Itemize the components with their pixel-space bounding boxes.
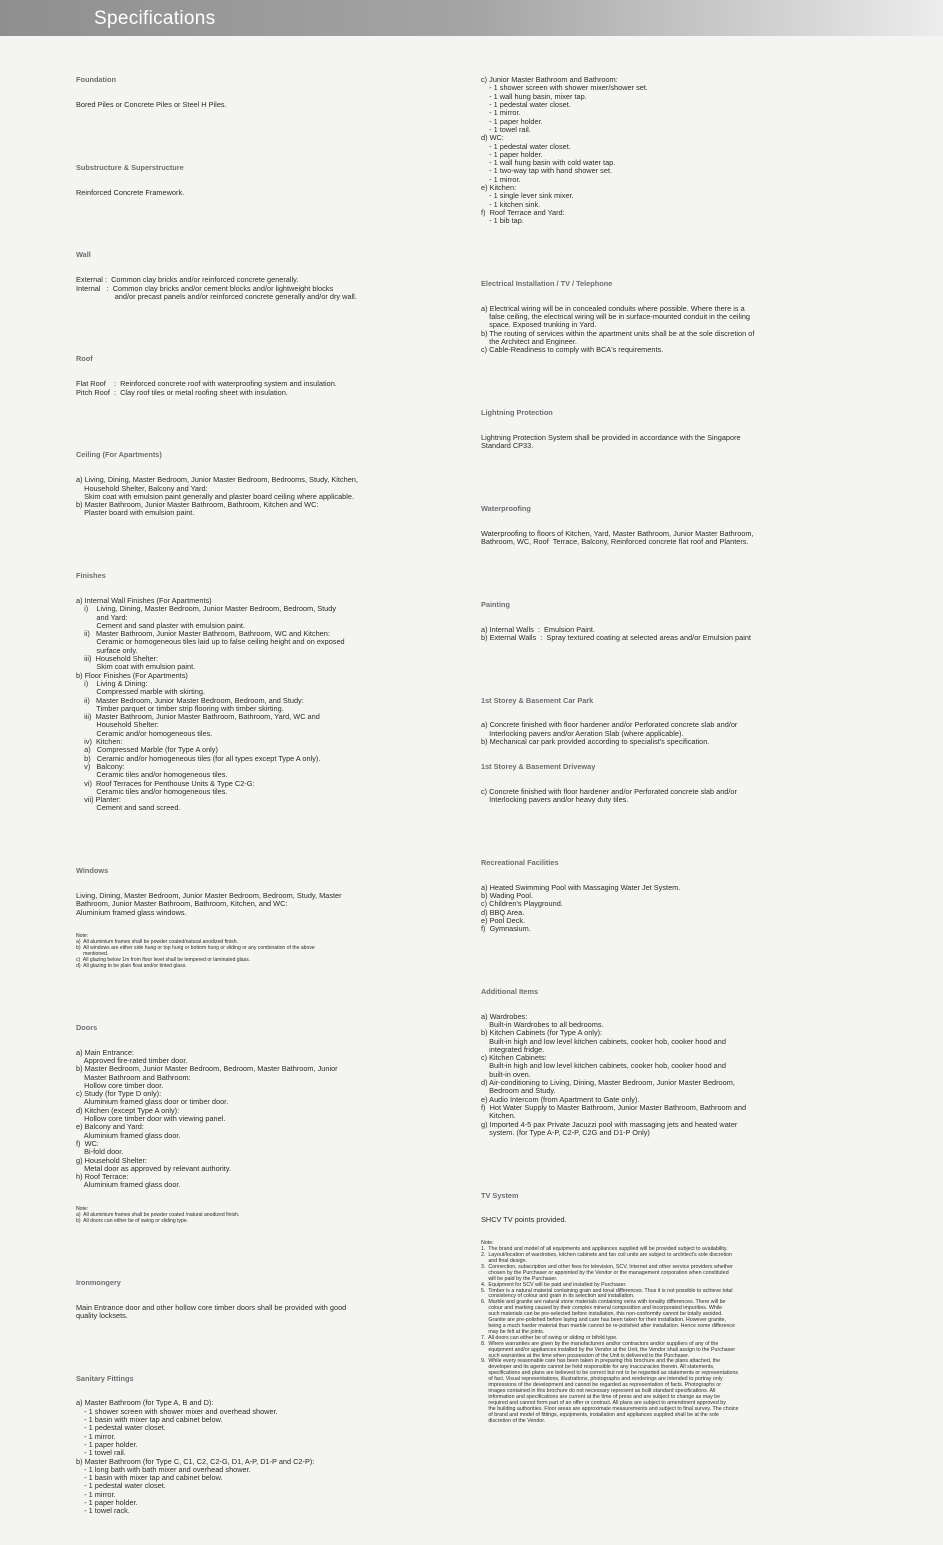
section-note: Note: a) All aluminium frames shall be powder coated /natural anodized finish. b) All doors can either be of swing or sliding type. bbox=[76, 1206, 240, 1225]
section-sanitary-fittings-continued bbox=[481, 60, 861, 243]
section-tv-system bbox=[481, 1175, 861, 1441]
section-body: a) Heated Swimming Pool with Massaging Water Jet System. b) Wading Pool. c) Children's Playground. d) BBQ Area. e) Pool Deck. f) Gymnasium. bbox=[481, 882, 681, 934]
section-body: c) Concrete finished with floor hardener and/or Perforated concrete slab and/or Interlocking pavers and/or heavy duty tiles. bbox=[481, 786, 737, 805]
section-heading: Wall bbox=[76, 250, 91, 260]
section-body: a) Wardrobes: Built-in Wardrobes to all bedrooms. b) Kitchen Cabinets (for Type A only): Built-in high and low level kitchen cabinets, cooker hob, cooker hood and integrated fridge. c) Kitchen Cabinets: Built-in high and low level kitchen cabinets, cooker hob, cooker hood and built-in oven. d) Air-conditioning to Living, Dining, Master Bedroom, Junior Master Bedroom, Bedroom and Study. e) Audio Intercom (from Apartment to Gate only). f) Hot Water Supply to Master Bathroom, Junior Master Bathroom, Bathroom and Kitchen. g) Imported 4-5 pax Private Jacuzzi pool with massaging jets and heated water system. (for Type A-P, C2-P, C2G and D1-P Only) bbox=[481, 1011, 747, 1137]
section-body: External : Common clay bricks and/or reinforced concrete generally. Internal : Common clay bricks and/or cement blocks and/or lightweight blocks and/or precast panels and/or reinforced concrete generally and/or dry wall. bbox=[76, 275, 357, 301]
section-heading: Lightning Protection bbox=[481, 407, 553, 417]
page-header-banner bbox=[0, 0, 943, 36]
section-heading: Doors bbox=[76, 1022, 98, 1032]
section-body: Reinforced Concrete Framework. bbox=[76, 187, 185, 197]
section-body: SHCV TV points provided. bbox=[481, 1215, 567, 1225]
section-heading: Recreational Facilities bbox=[481, 857, 559, 867]
section-wall bbox=[76, 235, 466, 318]
section-heading: Ceiling (For Apartments) bbox=[76, 450, 162, 460]
section-heading: Additional Items bbox=[481, 986, 539, 996]
spec-column-right bbox=[481, 43, 861, 1454]
section-heading: Windows bbox=[76, 866, 109, 876]
section-body: Flat Roof : Reinforced concrete roof with waterproofing system and insulation. Pitch Roof : Clay roof tiles or metal roofing sheet with insulation. bbox=[76, 379, 337, 397]
section-painting bbox=[481, 584, 861, 659]
section-subheading: 1st Storey & Basement Driveway bbox=[481, 761, 596, 771]
section-body: a) Master Bathroom (for Type A, B and D): - 1 shower screen with shower mixer and overhead shower. - 1 basin with mixer tap and cabinet below. - 1 pedestal water closet. - 1 mirror. - 1 paper holder. - 1 towel rail. b) Master Bathroom (for Type C, C1, C2, C2-G, D1, A-P, D1-P and C2-P): - 1 long bath with bath mixer and overhead shower. - 1 basin with mixer tap and cabinet below. - 1 pedestal water closet. - 1 mirror. - 1 paper holder. - 1 towel rack. bbox=[76, 1398, 315, 1516]
section-foundation bbox=[76, 60, 466, 126]
section-electrical bbox=[481, 263, 861, 371]
section-note: Note: a) All aluminium frames shall be powder coated/natural anodized finish. b) All windows are either side hung or top hung or bottom hung or sliding or any combination of the above mentioned. c) All glazing below 1m from floor level shall be tempered or laminated glass. d) All glazing to be plain float and/or tinted glass. bbox=[76, 933, 315, 970]
section-substructure bbox=[76, 147, 466, 213]
section-recreational-facilities bbox=[481, 842, 861, 950]
section-ironmongery bbox=[76, 1262, 466, 1337]
section-windows bbox=[76, 850, 466, 986]
section-finishes bbox=[76, 555, 466, 829]
section-body: a) Internal Walls : Emulsion Paint. b) External Walls : Spray textured coating at selected areas and/or Emulsion paint bbox=[481, 624, 751, 642]
section-ceiling bbox=[76, 435, 466, 535]
section-body: Main Entrance door and other hollow core timber doors shall be provided with good quality locksets. bbox=[76, 1302, 347, 1320]
section-heading: Painting bbox=[481, 599, 510, 609]
section-heading: Waterproofing bbox=[481, 503, 531, 513]
section-heading: 1st Storey & Basement Car Park bbox=[481, 695, 594, 705]
section-body: Waterproofing to floors of Kitchen, Yard, Master Bathroom, Junior Master Bathroom, Bathroom, WC, Roof Terrace, Balcony, Reinforced concrete flat roof and Planters. bbox=[481, 528, 754, 546]
section-body: a) Concrete finished with floor hardener and/or Perforated concrete slab and/or Interlocking pavers and/or Aeration Slab (where applicable). b) Mechanical car park provided according to specialist's specification. bbox=[481, 720, 738, 747]
section-heading: Ironmongery bbox=[76, 1277, 121, 1287]
section-body: a) Main Entrance: Approved fire-rated timber door. b) Master Bedroom, Junior Master Bedroom, Bedroom, Master Bathroom, Junior Master Bathroom and Bathroom: Hollow core timber door. c) Study (for Type D only): Aluminium framed glass door or timber door. d) Kitchen (except Type A only): Hollow core timber door with viewing panel. e) Balcony and Yard: Aluminium framed glass door. f) WC: Bi-fold door. g) Household Shelter: Metal door as approved by relevant authority. h) Roof Terrace: Aluminium framed glass door. bbox=[76, 1047, 338, 1190]
section-heading: TV System bbox=[481, 1190, 519, 1200]
section-lightning-protection bbox=[481, 392, 861, 467]
section-body: a) Electrical wiring will be in concealed conduits where possible. Where there is a false ceiling, the electrical wiring will be in surface-mounted conduit in the ceiling space. Exposed trunking in Yard. b) The routing of services within the apartment units shall be at the sole discretion of the Architect and Engineer. c) Cable-Readiness to comply with BCA's requirements. bbox=[481, 303, 755, 355]
section-waterproofing bbox=[481, 488, 861, 563]
section-additional-items bbox=[481, 971, 861, 1154]
section-heading: Substructure & Superstructure bbox=[76, 162, 184, 172]
section-heading: Roof bbox=[76, 354, 93, 364]
spec-column-left bbox=[76, 43, 466, 1545]
section-heading: Sanitary Fittings bbox=[76, 1373, 134, 1383]
section-heading: Electrical Installation / TV / Telephone bbox=[481, 278, 613, 288]
section-body: a) Internal Wall Finishes (For Apartments) i) Living, Dining, Master Bedroom, Junior Master Bedroom, Bedroom, Study and Yard: Cement and sand plaster with emulsion paint. ii) Master Bathroom, Junior Master Bathroom, Bathroom, WC and Kitchen: Ceramic or homogeneous tiles laid up to false ceiling height and on exposed surface only. iii) Household Shelter: Skim coat with emulsion paint. b) Floor Finishes (For Apartments) i) Living & Dining: Compressed marble with skirting. ii) Master Bedroom, Junior Master Bedroom, Bedroom, and Study: Timber parquet or timber strip flooring with timber skirting. iii) Master Bathroom, Junior Master Bathroom, Bathroom, Yard, WC and Household Shelter: Ceramic and/or homogeneous tiles. iv) Kitchen: a) Compressed Marble (for Type A only) b) Ceramic and/or homogeneous tiles (for all types except Type A only). v) Balcony: Ceramic tiles and/or homogeneous tiles. vi) Roof Terraces for Penthouse Units & Type C2-G: Ceramic tiles and/or homogeneous tiles. vii) Planter: Cement and sand screed. bbox=[76, 595, 345, 813]
notes-list: Note: 1. The brand and model of all equipments and appliances supplied will be provided subject to availability. 2. Layout/location of wardrobes, kitchen cabinets and fan coil units are subject to architect's sole discretion and final design. 3. Connection, subscription and other fees for television, SCV, Internet and other service providers whether chosen by the Purchaser or appointed by the Vendor or the management corporation when constituted will be paid by the Purchaser. 4. Equipment for SCV will be paid and installed by Purchaser. 5. Timber is a natural material containing grain and tonal differences. Thus it is not possible to achieve total consistency of colour and grain in its selection and installation. 6. Marble and granite are natural stone materials containing veins with tonality differences. There will be colour and marking caused by their complex mineral composition and incorporated impurities. While such materials can be pre-selected before installation, this non-conformity cannot be totally avoided. Granite are pre-polished before laying and care has been taken for their installation. However granite, being a much harder material than marble cannot be re-polished after installation. Hence some difference may be felt at the joints. 7. All doors can either be of swing or sliding or bifold type. 8. Where warranties are given by the manufacturers and/or contractors and/or suppliers of any of the equipment and/or appliances installed by the Vendor at the Unit, the Vendor shall assign to the Purchaser such warranties at the time when possession of the Unit is delivered to the Purchaser. 9. While every reasonable care has been taken in preparing this brochure and the plans attached, the developer and its agents cannot be held responsible for any inaccuracies therein. All statements, specifications and plans are believed to be correct but not to be regarded as statements or representations of fact. Visual representations, illustrations, photographs and renderings are intended to portray only impressions of the development and cannot be regarded as representation of facts. Photographs or images contained in this brochure do not necessary represent as built standard specifications. All information and specifications are current at the time of press and are subject to change as may be required and cannot form part of an offer or contract. All plans are subject to amendment approved by the building authorities. Floor areas are approximate measurements and subject to final survey. The choice of brand and model of fittings, equipments, installation and appliances supplied shall be at the sole discretion of the Vendor. bbox=[481, 1240, 739, 1424]
section-doors bbox=[76, 1007, 466, 1241]
section-body: Lightning Protection System shall be provided in accordance with the Singapore Standard CP33. bbox=[481, 432, 741, 451]
page-title: Specifications bbox=[94, 8, 216, 29]
section-body: a) Living, Dining, Master Bedroom, Junior Master Bedroom, Bedrooms, Study, Kitchen, Household Shelter, Balcony and Yard: Skim coat with emulsion paint generally and plaster board ceiling where applicable. b) Master Bathroom, Junior Master Bathroom, Bathroom, Kitchen and WC: Plaster board with emulsion paint. bbox=[76, 475, 358, 518]
section-sanitary-fittings bbox=[76, 1358, 466, 1532]
section-car-park bbox=[481, 680, 861, 821]
section-body: Bored Piles or Concrete Piles or Steel H Piles. bbox=[76, 100, 227, 110]
section-body: c) Junior Master Bathroom and Bathroom: - 1 shower screen with shower mixer/shower set. - 1 wall hung basin, mixer tap. - 1 pedestal water closet. - 1 mirror. - 1 paper holder. - 1 towel rail. d) WC: - 1 pedestal water closet. - 1 paper holder. - 1 wall hung basin with cold water tap. - 1 two-way tap with hand shower set. - 1 mirror. e) Kitchen: - 1 single lever sink mixer. - 1 kitchen sink. f) Roof Terrace and Yard: - 1 bib tap. bbox=[481, 75, 648, 226]
section-roof bbox=[76, 339, 466, 414]
section-heading: Foundation bbox=[76, 75, 116, 85]
section-heading: Finishes bbox=[76, 571, 106, 581]
section-body: Living, Dining, Master Bedroom, Junior Master Bedroom, Bedroom, Study, Master Bathroom, Junior Master Bathroom, Bathroom, Kitchen, and WC: Aluminium framed glass windows. bbox=[76, 890, 342, 917]
